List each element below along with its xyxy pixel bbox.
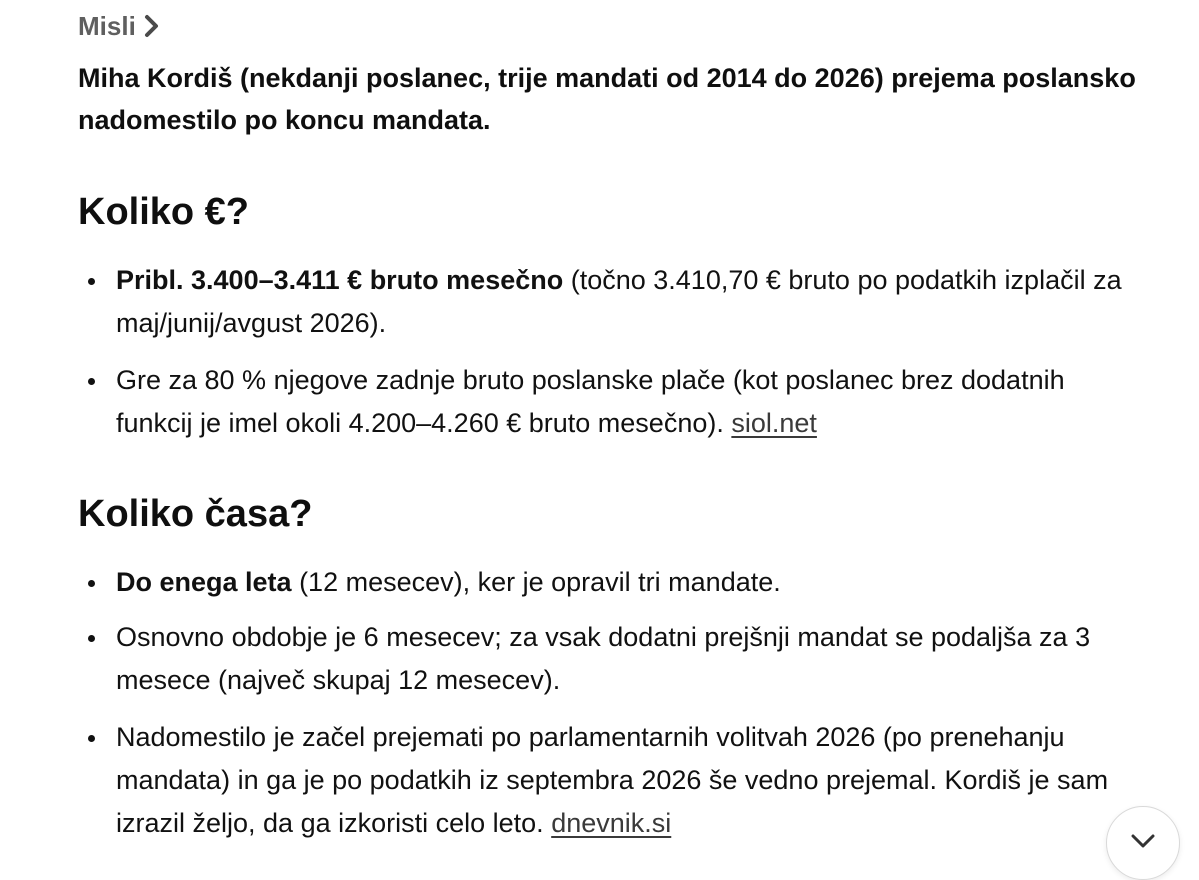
- bullet-text: Gre za 80 % njegove zadnje bruto poslanske plače (kot poslanec brez dodatnih funkcij je imel okoli 4.200–4.260 € bruto mesečno).: [116, 365, 1065, 438]
- bullet-bold-text: Do enega leta: [116, 567, 292, 597]
- bullet-dot: [88, 580, 95, 587]
- bullet-dot: [88, 278, 95, 285]
- bullet-bold-text: Pribl. 3.400–3.411 € bruto mesečno: [116, 265, 564, 295]
- heading-how-much: Koliko €?: [78, 191, 250, 233]
- scroll-to-bottom-button[interactable]: [1106, 806, 1180, 880]
- list-item: [78, 359, 1138, 445]
- chevron-down-icon: [1129, 831, 1157, 851]
- bullet-dot: [88, 735, 95, 742]
- bullet-text: Osnovno obdobje je 6 mesecev; za vsak dodatni prejšnji mandat se podaljša za 3 mesece (največ skupaj 12 mesecev).: [116, 622, 1091, 695]
- bullet-text: (12 mesecev), ker je opravil tri mandate.: [291, 567, 781, 597]
- bullet-text: (točno 3.410,70 € bruto po podatkih izplačil za maj/junij/avgust 2026).: [116, 265, 1122, 338]
- bullet-dot: [88, 378, 95, 385]
- source-link-dnevnik[interactable]: dnevnik.si: [551, 808, 672, 838]
- thoughts-toggle[interactable]: [78, 8, 162, 44]
- heading-how-long: Koliko časa?: [78, 493, 313, 535]
- bullet-text: Nadomestilo je začel prejemati po parlamentarnih volitvah 2026 (po prenehanju mandata) in ga je po podatkih iz septembra 2026 še vedno prejemal. Kordiš je sam izrazil željo, da ga izkoristi celo leto.: [116, 722, 1109, 838]
- list-item: [78, 259, 1138, 345]
- source-link-siol[interactable]: siol.net: [731, 408, 817, 438]
- list-item: [78, 616, 1138, 702]
- list-item: [78, 716, 1138, 845]
- bullet-dot: [88, 635, 95, 642]
- thoughts-label: Misli: [78, 11, 136, 41]
- chevron-right-icon: [142, 12, 162, 40]
- list-item: [78, 561, 1138, 604]
- intro-paragraph: Miha Kordiš (nekdanji poslanec, trije mandati od 2014 do 2026) prejema poslansko nadomestilo po koncu mandata.: [78, 63, 1136, 135]
